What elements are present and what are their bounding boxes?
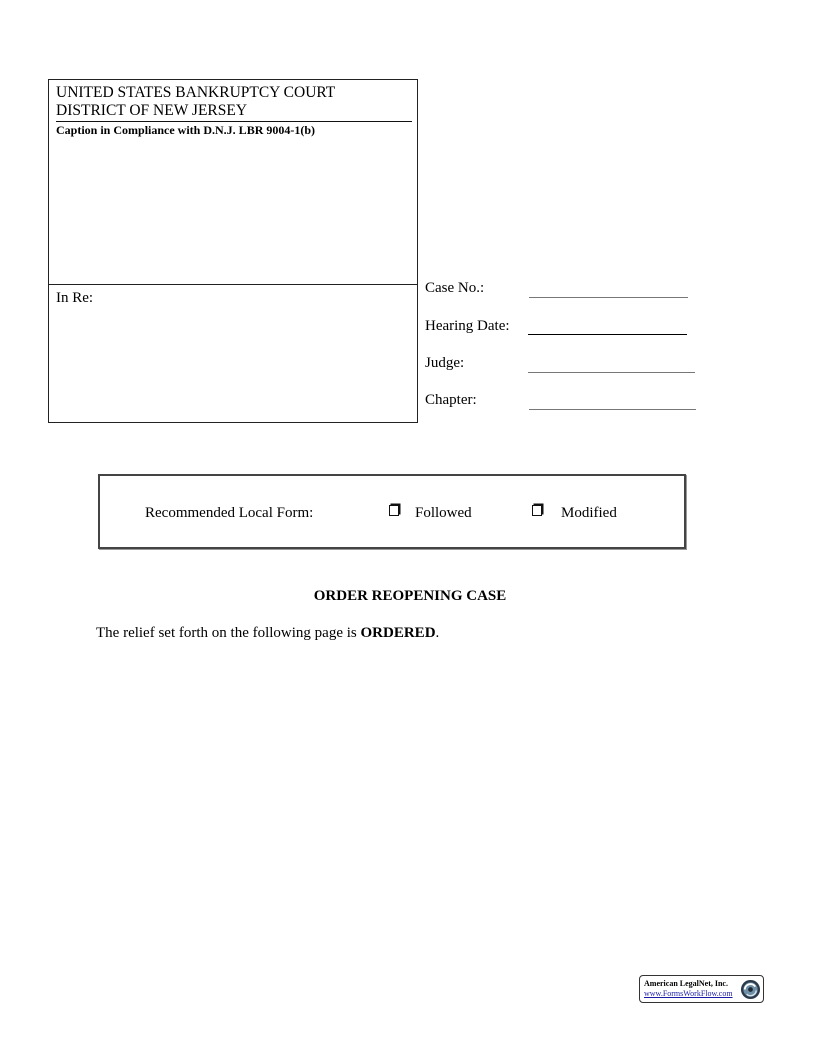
judge-row	[425, 355, 715, 377]
court-divider	[56, 121, 412, 122]
local-form-label: Recommended Local Form:	[145, 505, 314, 521]
footer-badge	[639, 975, 764, 1003]
chapter-row	[425, 392, 715, 414]
court-header	[49, 80, 417, 285]
followed-checkbox[interactable]	[389, 505, 399, 516]
followed-label: Followed	[415, 505, 472, 521]
modified-checkbox[interactable]	[532, 505, 542, 516]
case-number-row	[425, 280, 715, 302]
case-number-label: Case No.:	[425, 280, 485, 296]
chapter-label: Chapter:	[425, 392, 477, 408]
hearing-date-label: Hearing Date:	[425, 318, 510, 334]
compliance-note: Caption in Compliance with D.N.J. LBR 9004-1(b)	[56, 123, 316, 137]
case-number-field[interactable]	[529, 297, 688, 298]
order-text-prefix: The relief set forth on the following page is	[96, 625, 361, 641]
court-name	[56, 84, 335, 120]
local-form-box	[98, 474, 686, 549]
order-text	[96, 625, 439, 642]
order-title: ORDER REOPENING CASE	[313, 588, 507, 604]
footer-url-link[interactable]: www.FormsWorkFlow.com	[644, 989, 733, 998]
modified-label: Modified	[561, 505, 617, 521]
hearing-date-row	[425, 318, 715, 340]
judge-label: Judge:	[425, 355, 465, 371]
caption-box	[48, 79, 418, 423]
in-re-label: In Re:	[56, 290, 94, 306]
footer-company: American LegalNet, Inc.	[644, 979, 728, 988]
order-text-bold: ORDERED	[360, 625, 436, 641]
court-name-line2: DISTRICT OF NEW JERSEY	[56, 102, 248, 119]
court-name-line1: UNITED STATES BANKRUPTCY COURT	[56, 84, 336, 101]
hearing-date-field[interactable]	[528, 334, 687, 335]
chapter-field[interactable]	[529, 409, 696, 410]
globe-logo-icon	[740, 979, 761, 1000]
order-text-suffix: .	[435, 625, 440, 641]
judge-field[interactable]	[528, 372, 695, 373]
